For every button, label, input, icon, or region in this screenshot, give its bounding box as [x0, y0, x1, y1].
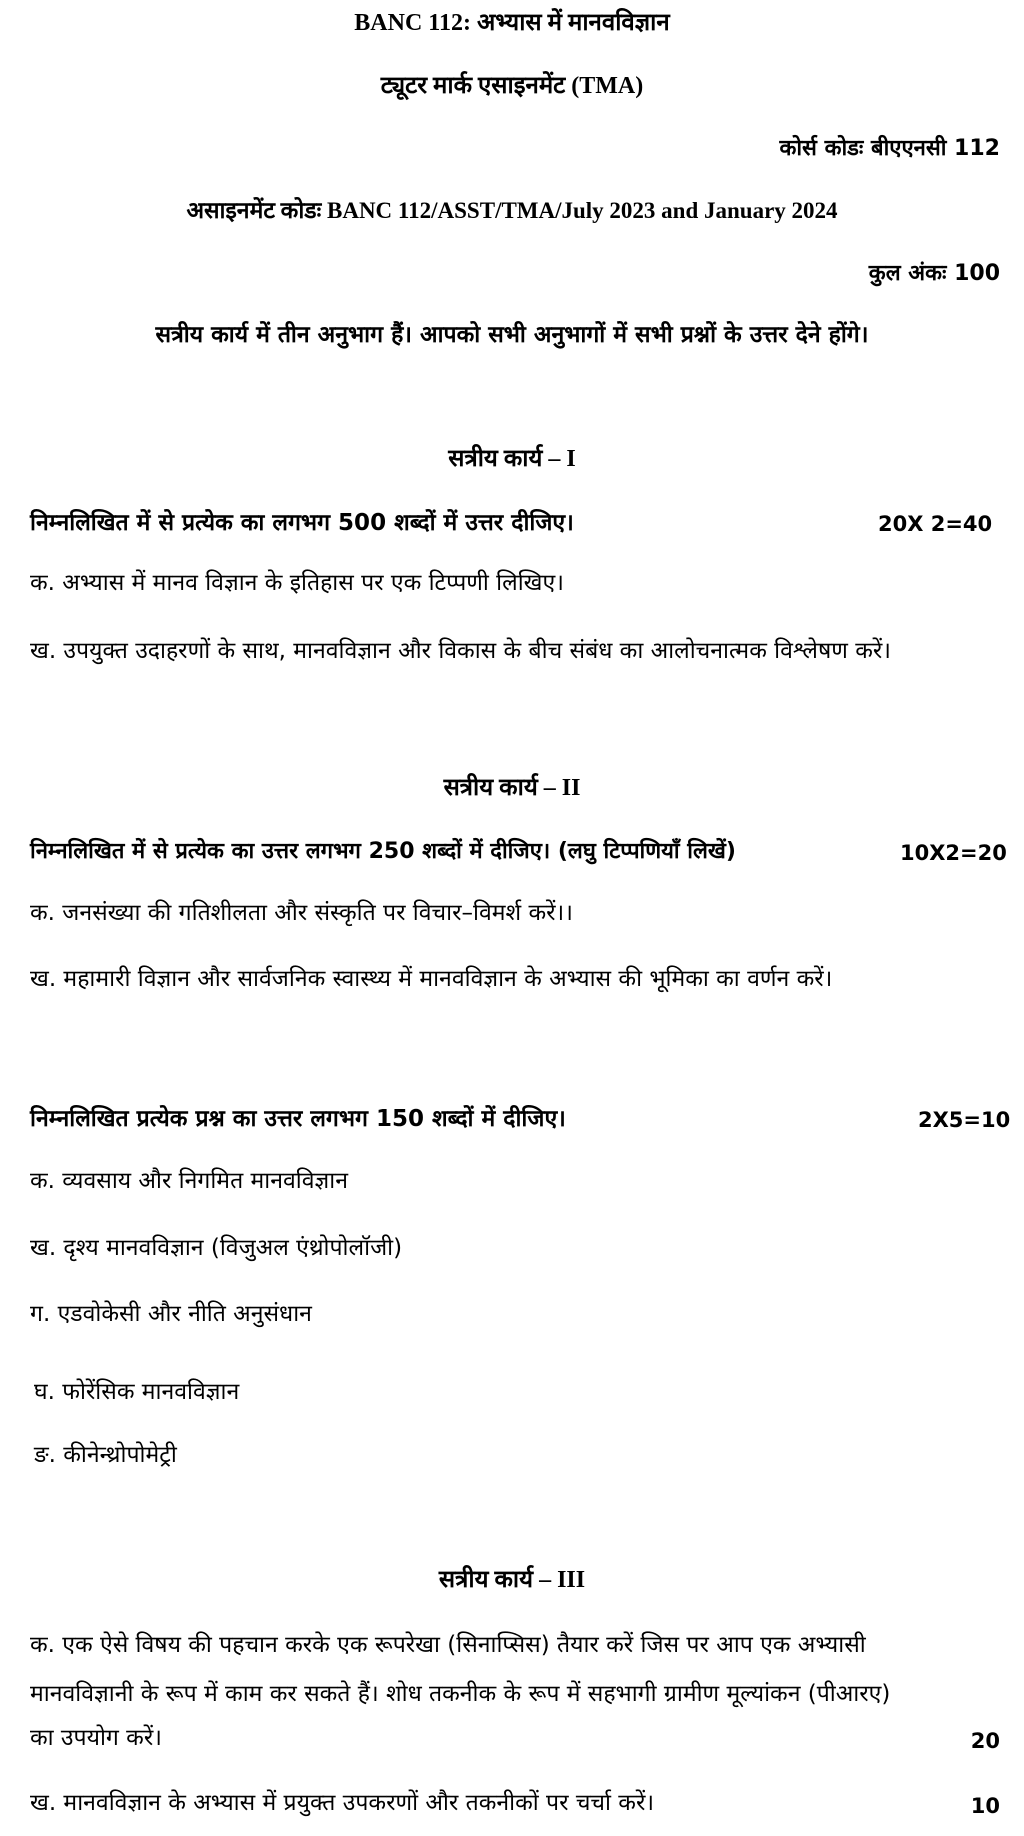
total-marks: कुल अंकः 100: [868, 261, 1000, 286]
section-3-question-b-marks: 10: [970, 1794, 1000, 1818]
section-3-question-a-line1: क. एक ऐसे विषय की पहचान करके एक रूपरेखा (सिनाप्सिस) तैयार करें जिस पर आप एक अभ्यासी: [30, 1632, 866, 1658]
section-1-question-a: क. अभ्यास में मानव विज्ञान के इतिहास पर एक टिप्पणी लिखिए।: [30, 570, 564, 596]
assignment-code: असाइनमेंट कोडः BANC 112/ASST/TMA/July 2023 and January 2024: [186, 198, 838, 223]
section-2b-item-e: ङ. कीनेन्थ्रोपोमेट्री: [34, 1442, 177, 1468]
section-2b-item-c: ग. एडवोकेसी और नीति अनुसंधान: [30, 1301, 312, 1327]
section-2b-instruction: निम्नलिखित प्रत्येक प्रश्न का उत्तर लगभग 150 शब्दों में दीजिए।: [30, 1106, 566, 1132]
section-2-question-a: क. जनसंख्या की गतिशीलता और संस्कृति पर विचार–विमर्श करें।।: [30, 900, 573, 926]
section-3-question-a-line2: मानवविज्ञानी के रूप में काम कर सकते हैं। शोध तकनीक के रूप में सहभागी ग्रामीण मूल्यांकन (पीआरए): [30, 1681, 891, 1707]
section-2b-item-d: घ. फोरेंसिक मानवविज्ञान: [34, 1379, 240, 1405]
section-2b-item-b: ख. दृश्य मानवविज्ञान (विजुअल एंथ्रोपोलॉजी): [30, 1235, 403, 1261]
section-3-question-a-marks: 20: [970, 1729, 1000, 1753]
section-1-title: सत्रीय कार्य – I: [448, 446, 576, 472]
section-2b-item-a: क. व्यवसाय और निगमित मानवविज्ञान: [30, 1168, 348, 1194]
section-3-question-a-line3: का उपयोग करें।: [30, 1725, 162, 1751]
course-title: BANC 112: अभ्यास में मानवविज्ञान: [354, 10, 670, 36]
general-instruction: सत्रीय कार्य में तीन अनुभाग हैं। आपको सभी अनुभागों में सभी प्रश्नों के उत्तर देने होंगे।: [155, 322, 869, 348]
section-1-instruction: निम्नलिखित में से प्रत्येक का लगभग 500 शब्दों में उत्तर दीजिए।: [30, 510, 574, 536]
tma-title: ट्यूटर मार्क एसाइनमेंट (TMA): [380, 73, 644, 99]
section-2b-marks: 2X5=10: [918, 1108, 1011, 1132]
section-2-question-b: ख. महामारी विज्ञान और सार्वजनिक स्वास्थ्य में मानवविज्ञान के अभ्यास की भूमिका का वर्णन करें।: [30, 966, 833, 992]
section-2-marks: 10X2=20: [900, 841, 1007, 865]
section-3-title: सत्रीय कार्य – III: [438, 1567, 586, 1593]
section-2-title: सत्रीय कार्य – II: [443, 775, 581, 801]
section-1-marks: 20X 2=40: [878, 512, 993, 536]
section-2-instruction: निम्नलिखित में से प्रत्येक का उत्तर लगभग 250 शब्दों में दीजिए। (लघु टिप्पणियाँ लिखें): [30, 839, 736, 864]
section-3-question-b: ख. मानवविज्ञान के अभ्यास में प्रयुक्त उपकरणों और तकनीकों पर चर्चा करें।: [30, 1790, 655, 1816]
course-code: कोर्स कोडः बीएएनसी 112: [779, 136, 1000, 161]
section-1-question-b: ख. उपयुक्त उदाहरणों के साथ, मानवविज्ञान और विकास के बीच संबंध का आलोचनात्मक विश्लेषण करें।: [30, 638, 892, 664]
